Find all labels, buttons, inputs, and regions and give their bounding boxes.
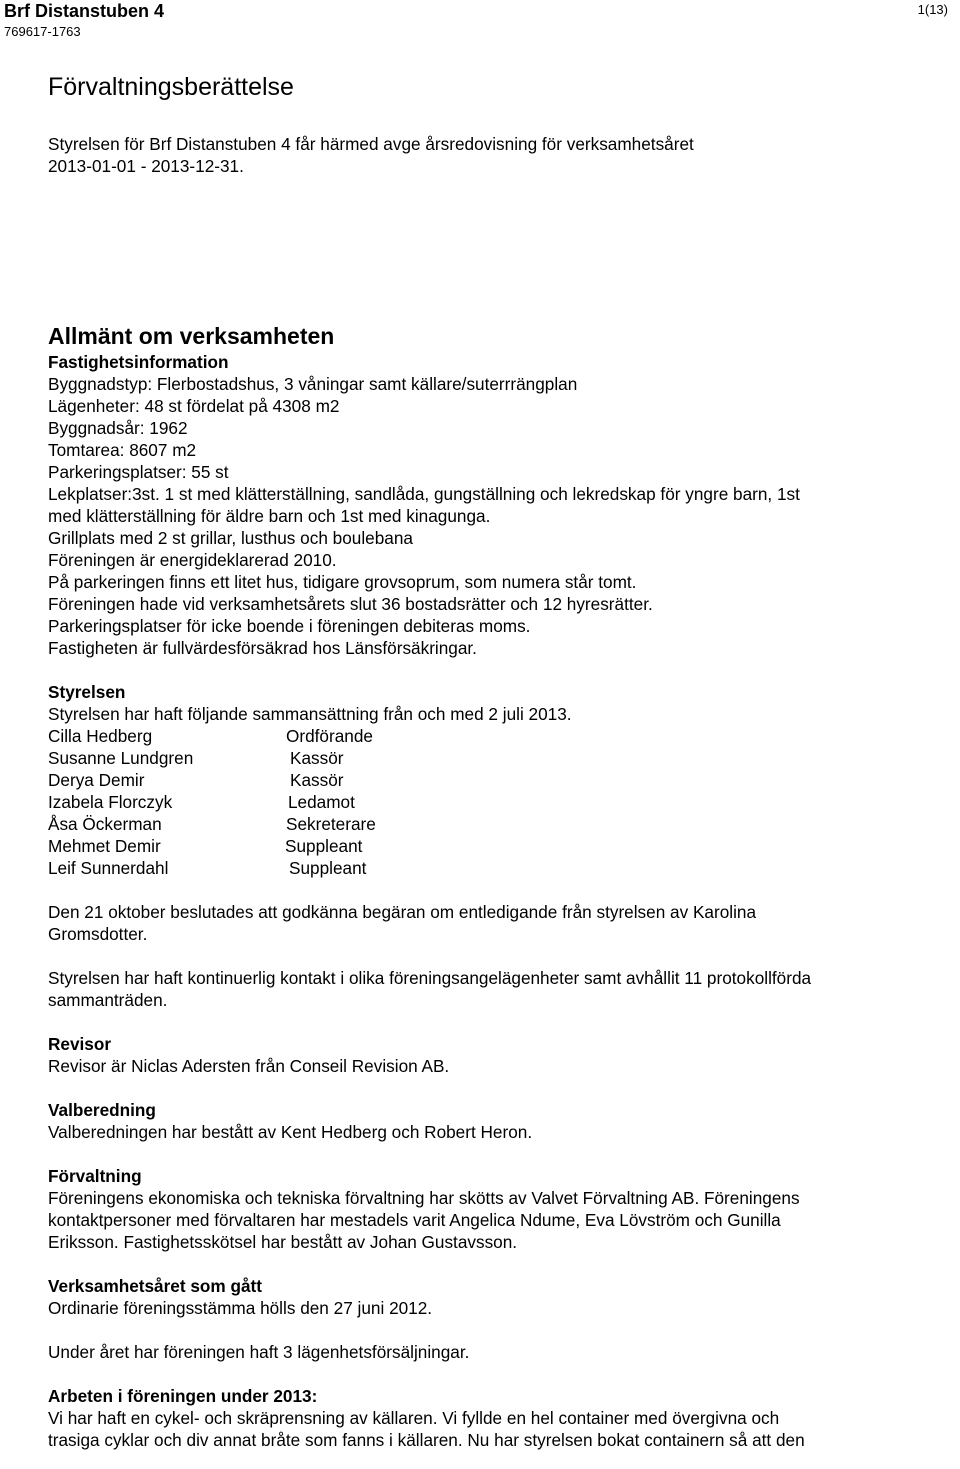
page-title: Förvaltningsberättelse <box>48 73 294 101</box>
section-heading-management: Förvaltning <box>48 1166 142 1186</box>
management-line: Eriksson. Fastighetsskötsel har bestått av Johan Gustavsson. <box>48 1232 518 1252</box>
member-name: Cilla Hedberg <box>48 726 153 746</box>
property-line: Lägenheter: 48 st fördelat på 4308 m2 <box>48 396 340 416</box>
property-line: Fastigheten är fullvärdesförsäkrad hos Länsförsäkringar. <box>48 638 477 658</box>
section-heading-general: Allmänt om verksamheten <box>48 323 335 349</box>
board-member-row <box>48 769 448 791</box>
auditor-text: Revisor är Niclas Adersten från Conseil Revision AB. <box>48 1056 450 1076</box>
board-member-row <box>48 857 448 879</box>
intro-line: Styrelsen för Brf Distanstuben 4 får härmed avge årsredovisning för verksamhetsåret <box>48 134 694 154</box>
member-role: Ordförande <box>286 726 373 746</box>
property-line: Föreningen är energideklarerad 2010. <box>48 550 337 570</box>
document-body <box>48 70 948 1451</box>
board-member-row <box>48 725 448 747</box>
member-name: Derya Demir <box>48 770 145 790</box>
past-year-sales: Under året har föreningen haft 3 lägenhetsförsäljningar. <box>48 1342 470 1362</box>
board-meetings: Styrelsen har haft kontinuerlig kontakt i olika föreningsangelägenheter samt avhållit 11 protokollförda <box>48 968 812 988</box>
organization-number: 769617-1763 <box>4 24 81 39</box>
past-year-meeting: Ordinarie föreningsstämma hölls den 27 juni 2012. <box>48 1298 433 1318</box>
section-heading-nomination: Valberedning <box>48 1100 156 1120</box>
member-name: Susanne Lundgren <box>48 748 194 768</box>
member-role: Suppleant <box>289 858 367 878</box>
board-intro: Styrelsen har haft följande sammansättning från och med 2 juli 2013. <box>48 704 572 724</box>
property-line: Lekplatser:3st. 1 st med klätterställning, sandlåda, gungställning och lekredskap för yngre barn, 1st <box>48 484 800 504</box>
property-line: Parkeringsplatser för icke boende i föreningen debiteras moms. <box>48 616 531 636</box>
board-resignation: Gromsdotter. <box>48 924 148 944</box>
section-heading-works: Arbeten i föreningen under 2013: <box>48 1386 318 1406</box>
organization-name: Brf Distanstuben 4 <box>4 1 165 21</box>
works-line: Vi har haft en cykel- och skräprensning av källaren. Vi fyllde en hel container med övergivna och <box>48 1408 780 1428</box>
section-heading-auditor: Revisor <box>48 1034 112 1054</box>
property-line: Byggnadstyp: Flerbostadshus, 3 våningar samt källare/suterrrängplan <box>48 374 578 394</box>
board-member-row <box>48 791 448 813</box>
management-line: kontaktpersoner med förvaltaren har mestadels varit Angelica Ndume, Eva Lövström och Gunilla <box>48 1210 781 1230</box>
property-line: På parkeringen finns ett litet hus, tidigare grovsoprum, som numera står tomt. <box>48 572 637 592</box>
property-line: med klätterställning för äldre barn och 1st med kinagunga. <box>48 506 491 526</box>
property-line: Parkeringsplatser: 55 st <box>48 462 229 482</box>
member-name: Åsa Öckerman <box>48 814 162 834</box>
nomination-text: Valberedningen har bestått av Kent Hedberg och Robert Heron. <box>48 1122 533 1142</box>
member-role: Kassör <box>290 770 344 790</box>
property-line: Grillplats med 2 st grillar, lusthus och boulebana <box>48 528 413 548</box>
member-role: Suppleant <box>285 836 363 856</box>
member-name: Leif Sunnerdahl <box>48 858 169 878</box>
board-members-list <box>48 725 948 879</box>
member-role: Kassör <box>290 748 344 768</box>
member-name: Mehmet Demir <box>48 836 161 856</box>
page-number: 1(13) <box>917 2 948 17</box>
management-line: Föreningens ekonomiska och tekniska förvaltning har skötts av Valvet Förvaltning AB. Föreningens <box>48 1188 800 1208</box>
property-line: Tomtarea: 8607 m2 <box>48 440 197 460</box>
member-role: Ledamot <box>288 792 355 812</box>
property-line: Byggnadsår: 1962 <box>48 418 188 438</box>
intro-line: 2013-01-01 - 2013-12-31. <box>48 156 244 176</box>
board-meetings: sammanträden. <box>48 990 168 1010</box>
property-line: Föreningen hade vid verksamhetsårets slut 36 bostadsrätter och 12 hyresrätter. <box>48 594 653 614</box>
board-member-row <box>48 747 448 769</box>
board-member-row <box>48 835 448 857</box>
subheading-property-info: Fastighetsinformation <box>48 352 229 372</box>
section-heading-board: Styrelsen <box>48 682 126 702</box>
section-heading-past-year: Verksamhetsåret som gått <box>48 1276 262 1296</box>
works-line: trasiga cyklar och div annat bråte som fanns i källaren. Nu har styrelsen bokat containern så att den <box>48 1430 805 1450</box>
board-resignation: Den 21 oktober beslutades att godkänna begäran om entledigande från styrelsen av Karolina <box>48 902 757 922</box>
member-name: Izabela Florczyk <box>48 792 173 812</box>
member-role: Sekreterare <box>286 814 376 834</box>
board-member-row <box>48 813 448 835</box>
